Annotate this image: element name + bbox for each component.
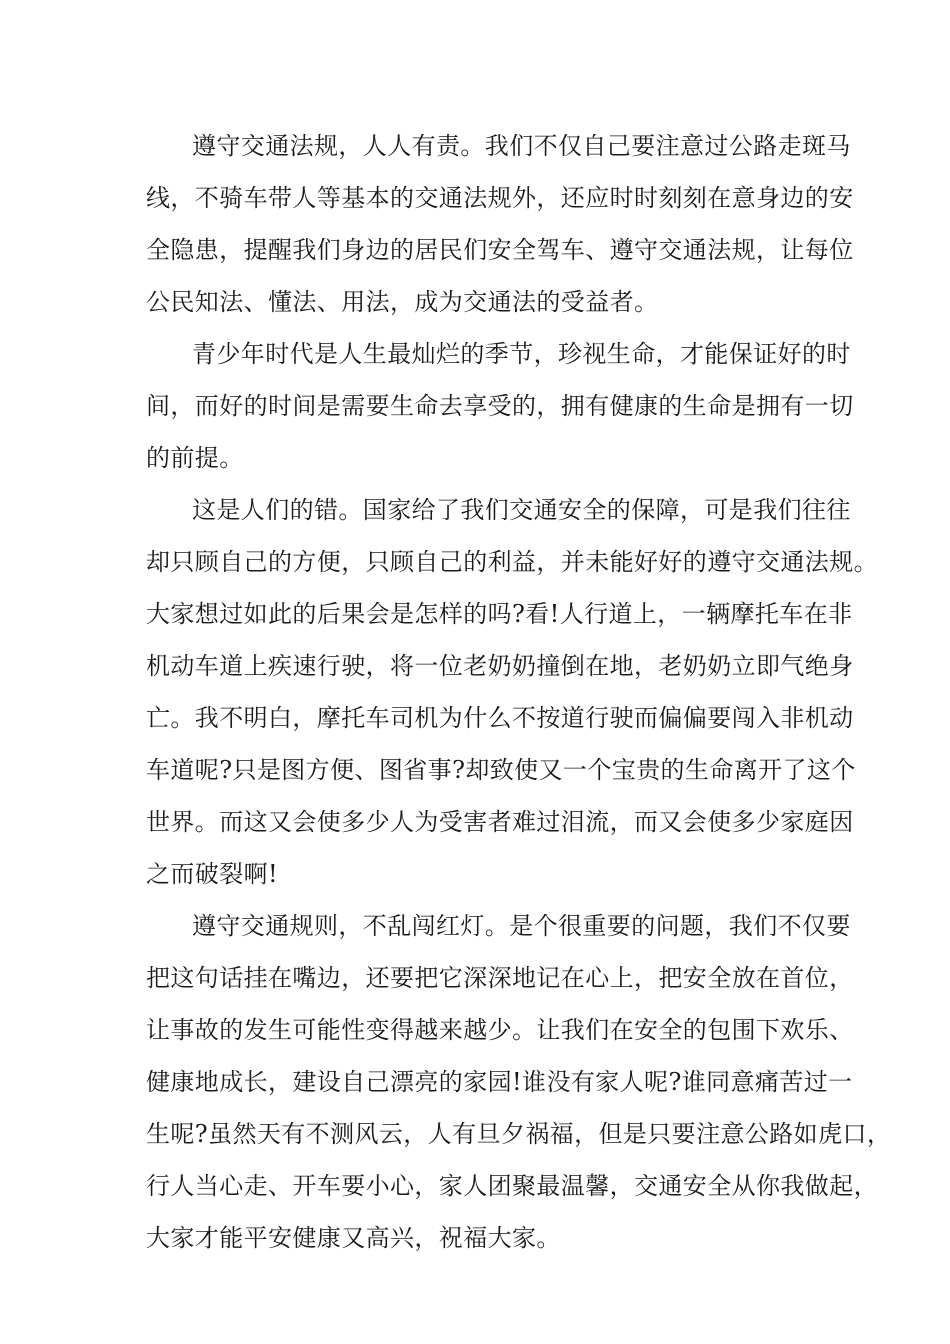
text-line: 公民知法、懂法、用法，成为交通法的受益者。 (146, 288, 659, 316)
text-line: 青少年时代是人生最灿烂的季节，珍视生命，才能保证好的时 (192, 340, 851, 368)
text-line: 行人当心走、开车要小心，家人团聚最温馨，交通安全从你我做起， (146, 1172, 878, 1200)
text-line: 让事故的发生可能性变得越来越少。让我们在安全的包围下欢乐、 (146, 1016, 854, 1044)
text-line: 大家想过如此的后果会是怎样的吗?看!人行道上，一辆摩托车在非 (146, 600, 853, 628)
text-line: 这是人们的错。国家给了我们交通安全的保障，可是我们往往 (192, 496, 851, 524)
text-line: 亡。我不明白，摩托车司机为什么不按道行驶而偏偏要闯入非机动 (146, 704, 854, 732)
text-line: 线，不骑车带人等基本的交通法规外，还应时时刻刻在意身边的安 (146, 184, 854, 212)
text-line: 健康地成长，建设自己漂亮的家园!谁没有家人呢?谁同意痛苦过一 (146, 1068, 853, 1096)
text-line: 遵守交通法规，人人有责。我们不仅自己要注意过公路走斑马 (192, 132, 851, 160)
text-line: 间，而好的时间是需要生命去享受的，拥有健康的生命是拥有一切 (146, 392, 854, 420)
document-body (146, 129, 892, 1273)
text-line: 生呢?虽然天有不测风云，人有旦夕祸福，但是只要注意公路如虎口， (146, 1120, 892, 1148)
text-line: 大家才能平安健康又高兴，祝福大家。 (146, 1224, 561, 1252)
text-line: 却只顾自己的方便，只顾自己的利益，并未能好好的遵守交通法规。 (146, 548, 878, 576)
text-line: 遵守交通规则，不乱闯红灯。是个很重要的问题，我们不仅要 (192, 912, 851, 940)
text-line: 世界。而这又会使多少人为受害者难过泪流，而又会使多少家庭因 (146, 808, 854, 836)
text-line: 全隐患，提醒我们身边的居民们安全驾车、遵守交通法规，让每位 (146, 236, 854, 264)
text-line: 车道呢?只是图方便、图省事?却致使又一个宝贵的生命离开了这个 (146, 756, 856, 784)
text-line: 机动车道上疾速行驶，将一位老奶奶撞倒在地，老奶奶立即气绝身 (146, 652, 854, 680)
text-line: 的前提。 (146, 444, 244, 472)
text-line: 把这句话挂在嘴边，还要把它深深地记在心上，把安全放在首位， (146, 964, 854, 992)
text-line: 之而破裂啊! (146, 860, 279, 888)
